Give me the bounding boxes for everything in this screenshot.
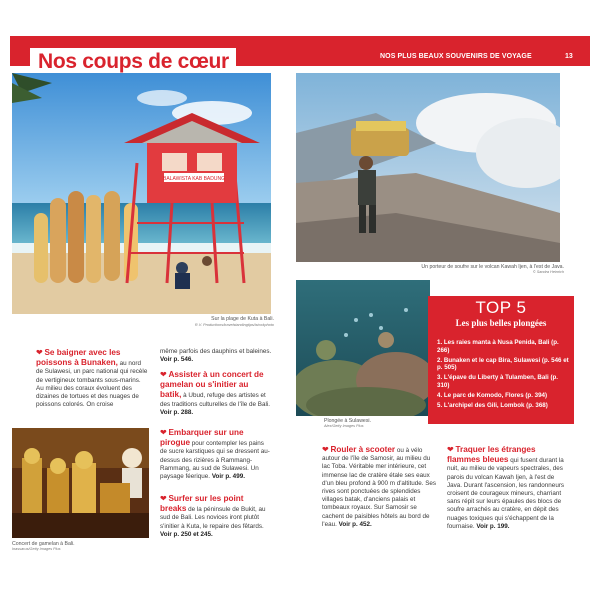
heart-icon: ❤ [160, 428, 167, 437]
gamelan-caption: Concert de gamelan à Bali. [12, 541, 75, 547]
item-page-ref: Voir p. 199. [476, 522, 510, 530]
page-title: Nos coups de cœur [38, 50, 229, 73]
heart-icon: ❤ [160, 370, 167, 379]
item-page-ref: Voir p. 250 et 245. [160, 530, 213, 538]
top5-entry: 5. L'archipel des Gili, Lombok (p. 368) [437, 401, 548, 409]
item-body: à Ubud, refuge des artistes et des traditions culturelles de l'île de Bali. [160, 392, 271, 408]
item-bunaken [36, 348, 148, 409]
item-body: ou à vélo autour de l'île de Samosir, au milieu du lac Toba. Véritable mer intérieure, cet immense lac de cratère étale ses eaux d'un bleu profond à 900 m d'altitude. Ses rives sont ponctuées de splendides villages batak, d'anciens palais et tombeaux royaux. Sur Samosir se cachent de paisibles hôtels au bord de l'eau. [322, 447, 437, 528]
heart-icon: ❤ [160, 494, 167, 503]
item-surf [160, 494, 272, 539]
beach-photo [12, 73, 271, 314]
coral-reef-illustration [296, 280, 430, 416]
top5-entry: 4. Le parc de Komodo, Flores (p. 394) [437, 391, 548, 399]
item-blue-flames [447, 445, 565, 531]
item-page-ref: Voir p. 546. [160, 356, 194, 364]
top5-box [428, 296, 574, 424]
item-scooter [322, 445, 437, 529]
beach-caption: Sur la plage de Kuta à Bali. [211, 316, 274, 322]
volcano-caption: Un porteur de soufre sur le volcan Kawah Ijen, à l'est de Java. [421, 264, 564, 270]
top5-list [437, 339, 571, 412]
item-heading: Surfer sur les point breaks [160, 494, 244, 514]
item-page-ref: Voir p. 288. [160, 408, 194, 416]
item-heading: Assister à un concert de gamelan ou s'initier au batik, [160, 370, 264, 400]
gamelan-credit: Inassarus/Getty Images Plus [12, 547, 61, 551]
item-page-ref: Voir p. 452. [338, 520, 372, 528]
beach-credit: R.V. Productions/travelstandingtips/istockphoto [194, 323, 274, 327]
diving-caption: Plongée à Sulawesi. [324, 418, 372, 424]
top5-entry: 2. Bunaken et le cap Bira, Sulawesi (p. 546 et p. 505) [437, 356, 569, 372]
heart-icon: ❤ [322, 445, 329, 454]
page-number: 13 [565, 53, 573, 60]
section-title: NOS PLUS BEAUX SOUVENIRS DE VOYAGE [380, 53, 532, 60]
item-gamelan-batik [160, 370, 272, 417]
item-heading: Embarquer sur une pirogue [160, 428, 244, 448]
item-heading: Traquer les étranges flammes bleues [447, 445, 536, 465]
item-body: de la péninsule de Bukit, au sud de Bali. Les novices iront plutôt s'initier à Kuta, le repaire des fêtards. [160, 506, 266, 530]
sulfur-porter-illustration [296, 73, 560, 262]
heart-icon: ❤ [36, 348, 43, 357]
top5-entry: 1. Les raies manta à Nusa Penida, Bali (p. 266) [437, 339, 559, 354]
item-page-ref: Voir p. 499. [211, 473, 245, 481]
item-heading: Se baigner avec les poissons à Bunaken, [36, 348, 121, 368]
item-body-cont: même parfois des dauphins et baleines. [160, 348, 272, 355]
volcano-credit: © Sandra Heinrich [532, 270, 564, 274]
diving-credit: Alex/Getty Images Plus [324, 424, 364, 428]
item-body: au nord de Sulawesi, un parc national qui recèle de vertigineux tombants sous-marins. Au milieu des coraux évoluent des dizaines de tortues et des nuages de poissons colorés. On croise [36, 360, 148, 409]
item-heading: Rouler à scooter [330, 445, 396, 454]
volcano-photo [296, 73, 560, 262]
top5-entry: 3. L'épave du Liberty à Tulamben, Bali (p. 310) [437, 374, 559, 389]
item-body: qui fusent durant la nuit, au milieu de vapeurs spectrales, des parois du volcan Kawah Ijen, à l'est de Java. Durant l'ascension, les randonneurs croisent de courageux mineurs, charriant sans répit sur leurs épaules des blocs de soufre arrachés au cratère, en dépit des nuages toxiques qui s'échappent de la fournaise. [447, 457, 565, 530]
top5-subtitle: Les plus belles plongées [455, 318, 547, 328]
gamelan-photo [12, 428, 149, 538]
item-bunaken-cont [160, 348, 272, 364]
diving-photo [296, 280, 430, 416]
heart-icon: ❤ [447, 445, 454, 454]
tower-sign: BALAWISTA KAB BADUNG [163, 176, 225, 182]
top5-label: TOP 5 [475, 298, 527, 317]
beach-lifeguard-illustration [12, 73, 271, 314]
item-body: pour contempler les pains de sucre karstiques qui se dressent au-dessus des rizières à Rammang-Rammang, au sud de Sulawesi. Un paysage féerique. [160, 440, 270, 481]
gamelan-concert-illustration [12, 428, 149, 538]
item-pirogue [160, 428, 272, 481]
